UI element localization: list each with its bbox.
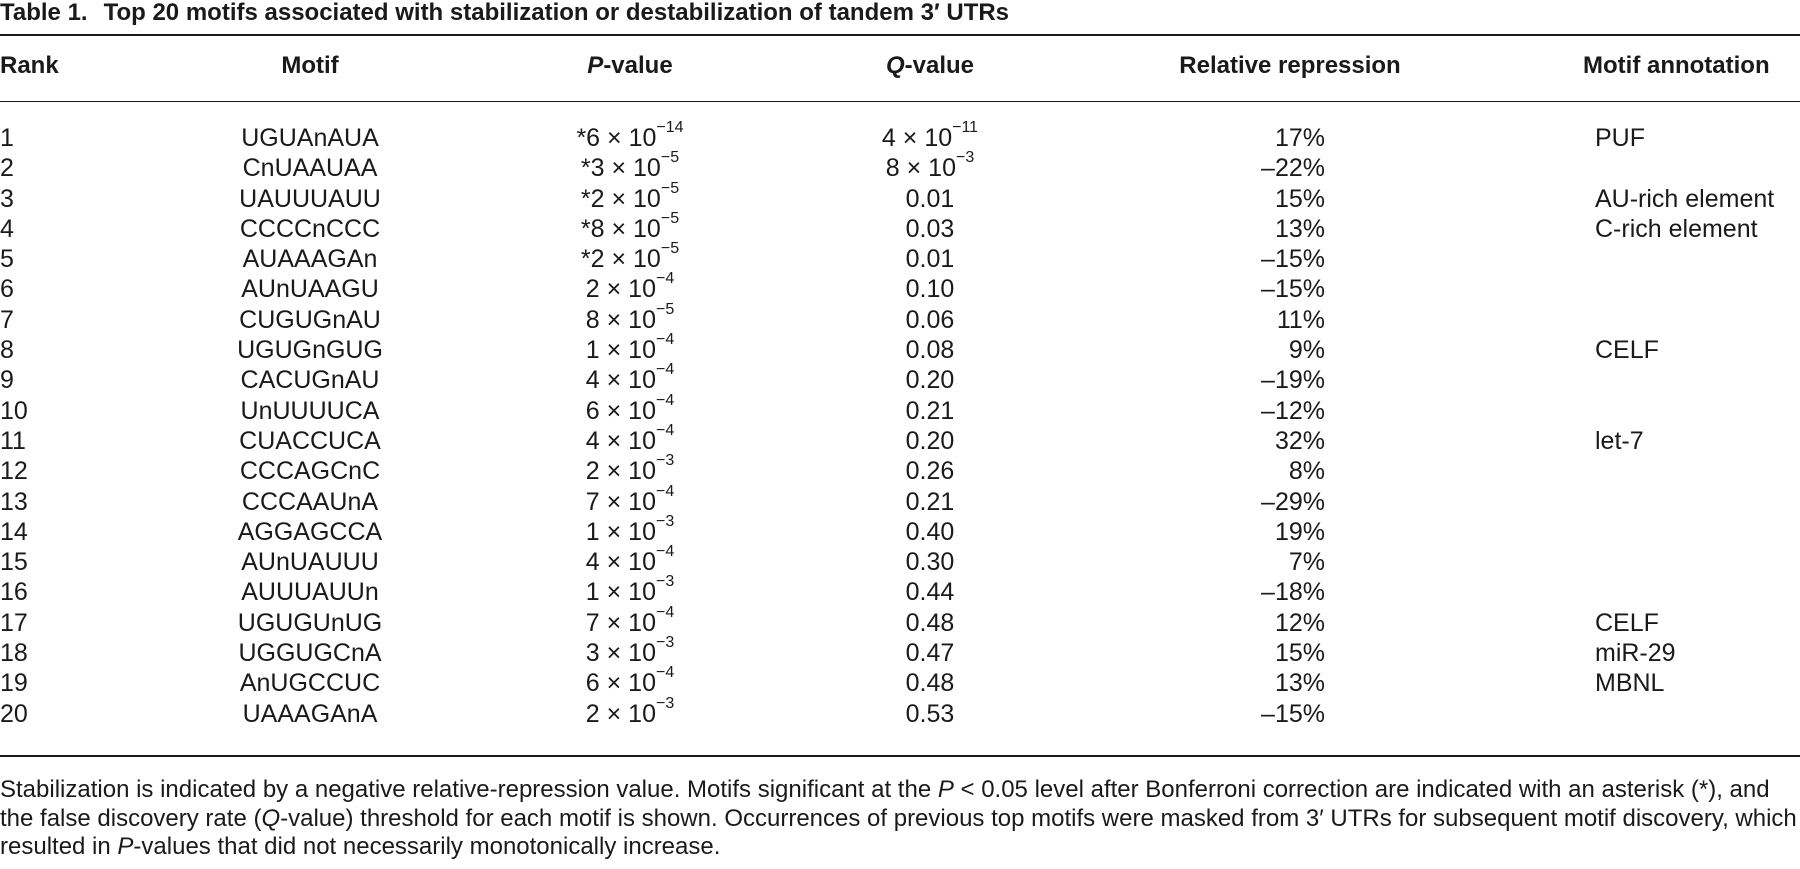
table-title: Top 20 motifs associated with stabilization or destabilization of tandem 3′ UTRs <box>103 0 1010 26</box>
rank-cell: 12 <box>0 457 28 486</box>
table-row <box>0 300 1800 335</box>
header-q-value: Q-value <box>885 52 975 79</box>
relative-repression-cell: 13% <box>1274 214 1325 243</box>
table-row <box>0 209 1800 244</box>
table-footnote: Stabilization is indicated by a negative relative-repression value. Motifs significant at the P < 0.05 level after Bonferroni correction are indicated with an asterisk (*), and the false discovery rate (Q-value) threshold for each motif is shown. Occurrences of previous top motifs were masked from 3′ UTRs for subsequent motif discovery, which resulted in P-values that did not necessarily monotonically increase. <box>0 776 1797 860</box>
p-value-cell: $1 \times 10^{-3}$ <box>585 573 675 607</box>
p-value-cell: $1 \times 10^{-3}$ <box>585 512 675 546</box>
motif-annotation-cell: C-rich element <box>1595 214 1758 243</box>
motif-annotation-cell: AU-rich element <box>1595 184 1775 213</box>
header-relative-repression: Relative repression <box>1179 52 1401 79</box>
q-value-cell: 0.48 <box>905 669 955 698</box>
relative-repression-cell: –22% <box>1261 154 1325 183</box>
table-row <box>0 452 1800 486</box>
header-rank: Rank <box>0 52 59 79</box>
p-value-cell: $2 \times 10^{-3}$ <box>585 694 675 728</box>
motif-annotation-cell: PUF <box>1595 124 1645 152</box>
p-value-cell: $*3 \times 10^{-5}$ <box>580 149 680 183</box>
q-value-cell: 0.53 <box>905 699 955 728</box>
rank-cell: 16 <box>0 578 28 607</box>
rank-cell: 2 <box>0 154 14 183</box>
rank-cell: 9 <box>0 366 14 395</box>
rank-cell: 8 <box>0 336 14 365</box>
p-value-cell: $4 \times 10^{-4}$ <box>585 543 675 577</box>
table-row <box>0 179 1800 214</box>
table-row <box>0 391 1800 426</box>
relative-repression-cell: 7% <box>1288 548 1325 577</box>
q-value-cell: $8 \times 10^{-3}$ <box>885 149 975 183</box>
table-body <box>0 119 1800 729</box>
q-value-cell: 0.40 <box>905 517 955 546</box>
table-row <box>0 270 1800 304</box>
p-value-cell: $6 \times 10^{-4}$ <box>585 664 675 698</box>
header-motif: Motif <box>281 52 339 79</box>
q-value-cell: 0.48 <box>905 608 955 637</box>
q-value-cell: 0.26 <box>905 457 955 486</box>
table-row <box>0 694 1800 729</box>
table-row <box>0 664 1800 698</box>
rank-cell: 19 <box>0 669 28 698</box>
q-value-cell: 0.06 <box>905 305 955 334</box>
motif-cell: UnUUUUCA <box>240 396 380 425</box>
motif-cell: AUnUAUUU <box>241 548 379 577</box>
motif-annotation-cell: MBNL <box>1595 669 1665 698</box>
q-value-cell: 0.47 <box>905 639 955 668</box>
p-value-cell: $1 \times 10^{-4}$ <box>585 331 675 365</box>
motif-cell: AnUGCCUC <box>239 669 381 698</box>
rank-cell: 10 <box>0 396 28 425</box>
motif-cell: CUGUGnAU <box>239 305 381 334</box>
relative-repression-cell: –15% <box>1261 245 1325 274</box>
motif-cell: UAUUUAUU <box>239 184 381 213</box>
rank-cell: 1 <box>0 124 14 152</box>
motif-cell: CUACCUCA <box>239 426 381 455</box>
table-row <box>0 361 1800 395</box>
relative-repression-cell: 15% <box>1274 639 1325 668</box>
motif-cell: CnUAAUAA <box>242 154 378 183</box>
motif-cell: CCCAAUnA <box>241 487 379 516</box>
q-value-cell: 0.20 <box>905 426 955 455</box>
q-value-cell: 0.44 <box>905 578 955 607</box>
rank-cell: 14 <box>0 517 28 546</box>
motif-cell: AUnUAAGU <box>241 275 379 304</box>
table-row <box>0 240 1800 274</box>
p-value-cell: $7 \times 10^{-4}$ <box>585 603 675 637</box>
header-motif-annotation: Motif annotation <box>1583 52 1770 79</box>
rank-cell: 20 <box>0 699 28 728</box>
rank-cell: 13 <box>0 487 28 516</box>
rank-cell: 6 <box>0 275 14 304</box>
q-value-cell: 0.01 <box>905 245 955 274</box>
relative-repression-cell: 13% <box>1274 669 1325 698</box>
q-value-cell: 0.03 <box>905 214 955 243</box>
p-value-cell: $3 \times 10^{-3}$ <box>585 634 675 668</box>
p-value-cell: $*2 \times 10^{-5}$ <box>580 179 680 213</box>
table-row <box>0 512 1800 547</box>
motif-cell: AGGAGCCA <box>237 517 383 546</box>
p-value-cell: $*6 \times 10^{-14}$ <box>576 119 684 152</box>
q-value-cell: $4 \times 10^{-11}$ <box>881 119 979 152</box>
q-value-cell: 0.21 <box>905 396 955 425</box>
relative-repression-cell: –18% <box>1261 578 1325 607</box>
p-value-cell: $7 \times 10^{-4}$ <box>585 482 675 516</box>
q-value-cell: 0.10 <box>905 275 955 304</box>
relative-repression-cell: 17% <box>1274 124 1325 152</box>
q-value-cell: 0.01 <box>905 184 955 213</box>
relative-repression-cell: 15% <box>1274 184 1325 213</box>
table-caption <box>0 0 1009 26</box>
table-row <box>0 482 1800 517</box>
bottom-rule <box>0 755 1800 757</box>
p-value-cell: $4 \times 10^{-4}$ <box>585 421 675 455</box>
rank-cell: 15 <box>0 548 28 577</box>
rank-cell: 4 <box>0 214 14 243</box>
motif-annotation-cell: miR-29 <box>1595 639 1676 668</box>
table-row <box>0 573 1800 607</box>
relative-repression-cell: 9% <box>1288 336 1325 365</box>
motif-annotation-cell: CELF <box>1595 608 1659 637</box>
p-value-cell: $2 \times 10^{-3}$ <box>585 452 675 486</box>
table-row <box>0 543 1800 577</box>
header-rule <box>0 101 1800 102</box>
p-value-cell: $*2 \times 10^{-5}$ <box>580 240 680 274</box>
relative-repression-cell: –15% <box>1261 699 1325 728</box>
relative-repression-cell: –15% <box>1261 275 1325 304</box>
rank-cell: 17 <box>0 608 28 637</box>
table-row <box>0 421 1800 456</box>
p-value-cell: $*8 \times 10^{-5}$ <box>580 209 680 243</box>
q-value-cell: 0.21 <box>905 487 955 516</box>
relative-repression-cell: 32% <box>1274 426 1325 455</box>
rank-cell: 18 <box>0 639 28 668</box>
p-value-cell: $6 \times 10^{-4}$ <box>585 391 675 425</box>
rank-cell: 7 <box>0 305 14 334</box>
table-header <box>0 52 1800 88</box>
motif-cell: AUAAAGAn <box>242 245 378 274</box>
relative-repression-cell: 19% <box>1274 517 1325 546</box>
motif-cell: CCCCnCCC <box>239 214 381 243</box>
motif-cell: UGUAnAUA <box>241 124 379 152</box>
relative-repression-cell: –12% <box>1261 396 1325 425</box>
motif-cell: UAAAGAnA <box>242 699 378 728</box>
p-value-cell: $4 \times 10^{-4}$ <box>585 361 675 395</box>
table-row <box>0 119 1800 153</box>
motif-cell: CACUGnAU <box>240 366 380 395</box>
p-value-cell: $2 \times 10^{-4}$ <box>585 270 675 304</box>
relative-repression-cell: –29% <box>1261 487 1325 516</box>
rank-cell: 3 <box>0 184 14 213</box>
table-row <box>0 149 1800 183</box>
table-row <box>0 634 1800 668</box>
table-row <box>0 331 1800 365</box>
motif-annotation-cell: CELF <box>1595 336 1659 365</box>
q-value-cell: 0.08 <box>905 336 955 365</box>
header-p-value: P-value <box>587 52 673 79</box>
top-rule <box>0 34 1800 36</box>
motif-annotation-cell: let-7 <box>1595 426 1644 455</box>
table-row <box>0 603 1800 638</box>
motif-cell: UGGUGCnA <box>238 639 382 668</box>
table-label: Table 1. <box>0 0 88 26</box>
relative-repression-cell: –19% <box>1261 366 1325 395</box>
rank-cell: 11 <box>0 426 26 455</box>
relative-repression-cell: 12% <box>1274 608 1325 637</box>
motif-cell: UGUGnGUG <box>237 336 383 365</box>
relative-repression-cell: 8% <box>1288 457 1325 486</box>
q-value-cell: 0.20 <box>905 366 955 395</box>
relative-repression-cell: 11% <box>1276 305 1325 334</box>
motif-cell: UGUGUnUG <box>237 608 383 637</box>
motif-cell: CCCAGCnC <box>239 457 381 486</box>
q-value-cell: 0.30 <box>905 548 955 577</box>
p-value-cell: $8 \times 10^{-5}$ <box>585 300 675 334</box>
rank-cell: 5 <box>0 245 14 274</box>
motif-cell: AUUUAUUn <box>241 578 379 607</box>
